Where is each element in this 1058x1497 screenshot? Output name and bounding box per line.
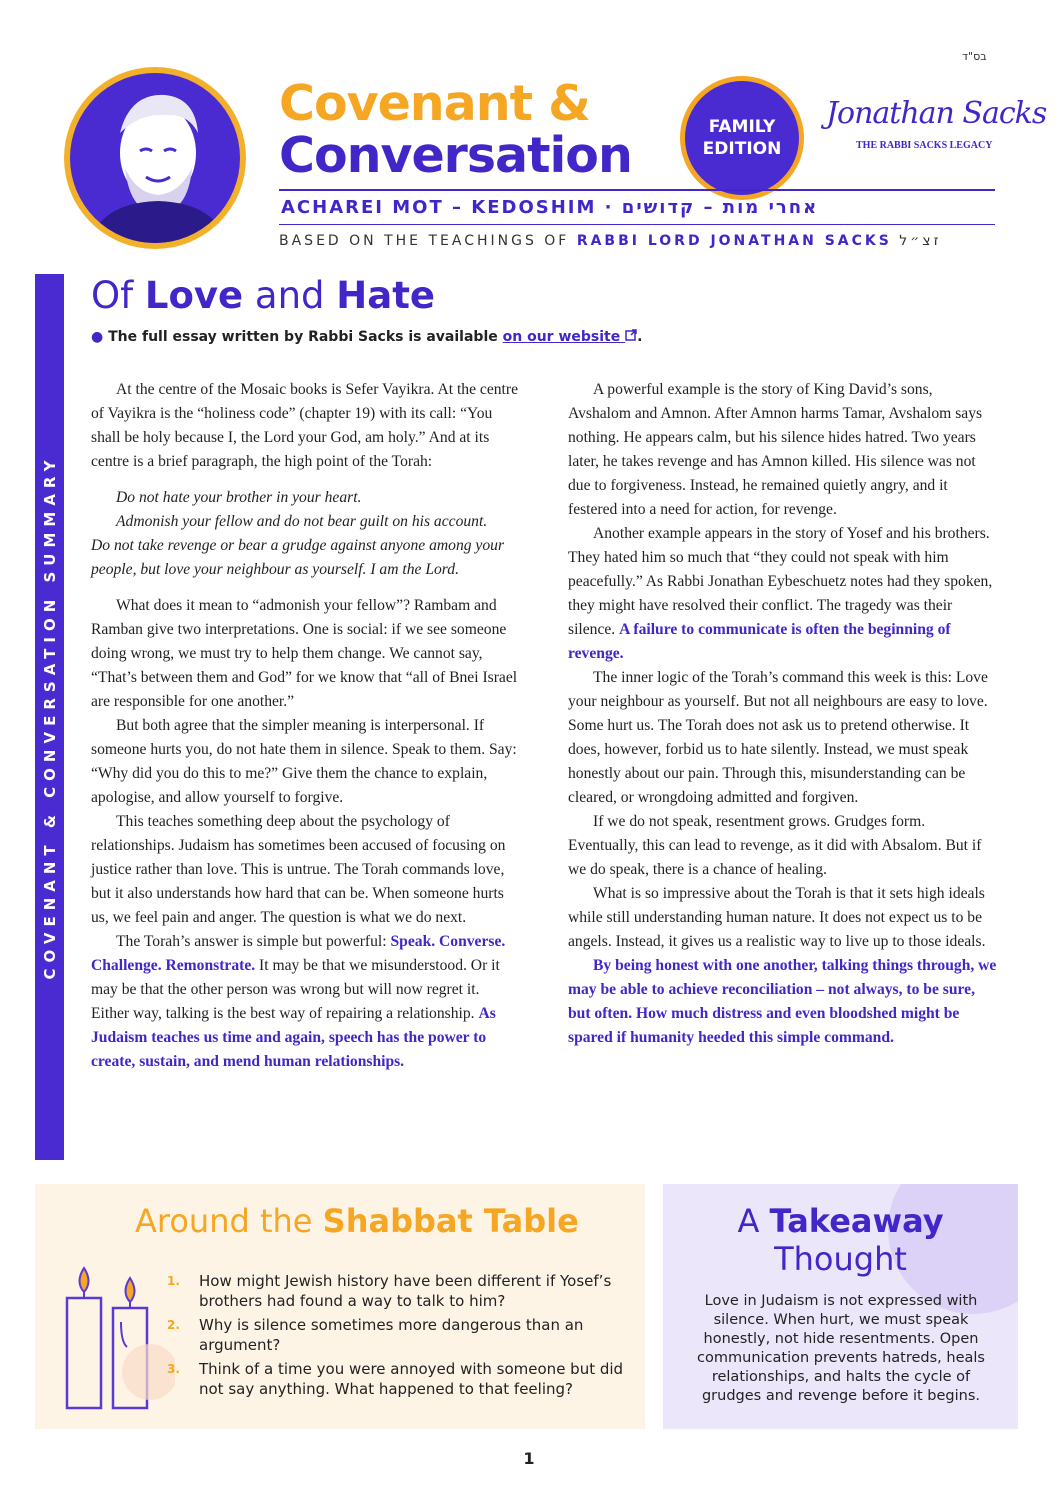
quote-line: Admonish your fellow and do not bear guilt on his account. — [116, 513, 488, 530]
quote-line: Do not take revenge or bear a grudge against anyone among your people, but love your neighbour as yourself. I am the Lord. — [91, 537, 505, 578]
question-number: 3. — [167, 1362, 180, 1376]
paragraph: A powerful example is the story of King David’s sons, Avshalom and Amnon. After Amnon harms Tamar, Avshalom says nothing. He appears calm, but his silence hides hatred. Two years later, he takes revenge and has Amnon killed. His silence was not due to forgiveness. Instead, he remained quietly angry, and it festered into a need for action, for revenge. — [568, 381, 983, 518]
shabbat-title-a: Around the — [135, 1202, 323, 1240]
question-number: 1. — [167, 1274, 180, 1288]
title-line-2: Conversation — [279, 127, 632, 184]
question-item — [167, 1315, 627, 1355]
takeaway-title-b: Takeaway — [769, 1202, 944, 1240]
page-number: 1 — [523, 1449, 535, 1468]
newsletter-title — [279, 75, 632, 184]
question-number: 2. — [167, 1318, 180, 1332]
text-run: It may be that we misunderstood. Or it may be that the other person was wrong but will now regret it. Either way, talking is the best way of repairing a relationship. — [91, 957, 500, 1022]
essay-left-column — [91, 378, 521, 1074]
paragraph — [91, 930, 521, 1074]
badge-line-1: FAMILY — [708, 117, 776, 137]
closing-highlight: By being honest with one another, talking things through, we may be able to achieve reconciliation – not always, to be sure, but often. How much distress and even bloodshed might be spared if humanity heeded this simple command. — [568, 957, 997, 1046]
note-end: . — [637, 329, 643, 345]
note-text: The full essay written by Rabbi Sacks is available — [103, 329, 503, 345]
title-of: Of — [91, 274, 145, 317]
highlight-text: Speak. Converse. Challenge. Remonstrate. — [91, 933, 506, 974]
shabbat-title — [135, 1202, 579, 1240]
header-rule-top — [279, 189, 995, 191]
bullet-icon: ● — [91, 329, 104, 345]
question-text: Think of a time you were annoyed with someone but did not say anything. What happened to that feeling? — [199, 1360, 624, 1398]
essay-title — [91, 274, 435, 317]
shabbat-table-box — [35, 1184, 645, 1429]
question-text: Why is silence sometimes more dangerous than an argument? — [199, 1316, 584, 1354]
text-run: The Torah’s answer is simple but powerful: — [116, 933, 391, 950]
paragraph: But both agree that the simpler meaning is interpersonal. If someone hurts you, do not hate them in silence. Speak to them. Say: “Why did you do this to me?” Give them the chance to explain, apologise, and allow yourself to forgive. — [91, 717, 517, 806]
based-prefix: BASED ON THE TEACHINGS OF — [279, 233, 577, 249]
bsd-mark: בס"ד — [962, 50, 987, 63]
takeaway-title — [663, 1202, 1018, 1278]
parasha-name: ACHAREI MOT – KEDOSHIM · אחרי מות – קדושים — [281, 197, 819, 218]
rabbi-portrait — [64, 67, 246, 249]
website-link[interactable] — [503, 329, 637, 345]
takeaway-box — [663, 1184, 1018, 1429]
badge-line-2: EDITION — [702, 139, 782, 159]
rabbi-name: RABBI LORD JONATHAN SACKS — [576, 233, 892, 249]
family-edition-badge — [680, 76, 804, 200]
header-rule-bottom — [279, 224, 995, 225]
essay-right-column — [568, 378, 998, 1050]
question-text: How might Jewish history have been different if Yosef’s brothers had found a way to talk to him? — [199, 1272, 612, 1310]
portrait-illustration — [70, 73, 240, 243]
takeaway-text: Love in Judaism is not expressed with silence. When hurt, we must speak honestly, not hide resentments. Open communication prevents hatreds, heals relationships, and halts the cycle of grudges and revenge before it begins. — [697, 1293, 985, 1404]
torah-quote — [91, 486, 521, 582]
candles-icon — [55, 1262, 175, 1412]
takeaway-title-c: Thought — [774, 1240, 907, 1278]
quote-line: Do not hate your brother in your heart. — [116, 489, 362, 506]
title-hate: Hate — [336, 274, 435, 317]
based-on-line — [279, 233, 941, 249]
sidebar-label: COVENANT & CONVERSATION SUMMARY — [40, 454, 59, 980]
paragraph — [568, 522, 998, 666]
paragraph: At the centre of the Mosaic books is Sefer Vayikra. At the centre of Vayikra is the “holiness code” (chapter 19) with its call: “You shall be holy because I, the Lord your God, am holy.” And at its centre is a brief paragraph, the high point of the Torah: — [91, 381, 518, 470]
question-item — [167, 1359, 627, 1399]
paragraph: If we do not speak, resentment grows. Grudges form. Eventually, this can lead to revenge, as it did with Absalom. But if we do speak, there is a chance of healing. — [568, 813, 982, 878]
highlight-text: A failure to communicate is often the beginning of revenge. — [568, 621, 951, 662]
based-suffix: זצ״ל — [891, 233, 942, 249]
external-link-icon — [625, 329, 637, 341]
paragraph: What is so impressive about the Torah is that it sets high ideals while still understanding human nature. It does not expect us to be angels. Instead, it gives us a realistic way to live up to those ideals. — [568, 885, 986, 950]
shabbat-title-b: Shabbat Table — [322, 1202, 579, 1240]
title-line-1: Covenant & — [279, 75, 590, 132]
website-link-text: on our website — [502, 329, 621, 345]
paragraph: The inner logic of the Torah’s command this week is this: Love your neighbour as yourself. But not all neighbours are easy to love. Some hurt us. The Torah does not ask us to pretend otherwise. It does, however, forbid us to hate silently. Instead, we must speak honestly about our pain. Through this, misunderstanding can be cleared, or wrongdoing admitted and forgiven. — [568, 669, 988, 806]
question-item — [167, 1271, 627, 1311]
title-love: Love — [144, 274, 244, 317]
takeaway-title-a: A — [737, 1202, 770, 1240]
text-run: Another example appears in the story of Yosef and his brothers. They hated him so much that “they could not speak with him peacefully.” As Rabbi Jonathan Eybeschuetz notes had they spoken, they might have resolved their conflict. The tragedy was their silence. — [568, 525, 993, 638]
title-and: and — [243, 274, 337, 317]
signature-logo: Jonathan Sacks — [826, 96, 1047, 131]
paragraph: This teaches something deep about the psychology of relationships. Judaism has sometimes been accused of focusing on justice rather than love. This is untrue. The Torah commands love, but it also understands how hard that can be. When someone hurts us, we feel pain and anger. The question is what we do next. — [91, 813, 506, 926]
discussion-questions — [167, 1271, 627, 1403]
sidebar-bar — [35, 274, 64, 1160]
legacy-label: THE RABBI SACKS LEGACY — [856, 140, 993, 151]
paragraph: What does it mean to “admonish your fellow”? Rambam and Ramban give two interpretations. One is social: if we see someone doing wrong, we must try to help them change. We cannot say, “That’s between them and God” for we know that “all of Bnei Israel are responsible for one another.” — [91, 597, 518, 710]
essay-note — [91, 329, 642, 345]
highlight-text: As Judaism teaches us time and again, speech has the power to create, sustain, and mend human relationships. — [91, 1005, 496, 1070]
